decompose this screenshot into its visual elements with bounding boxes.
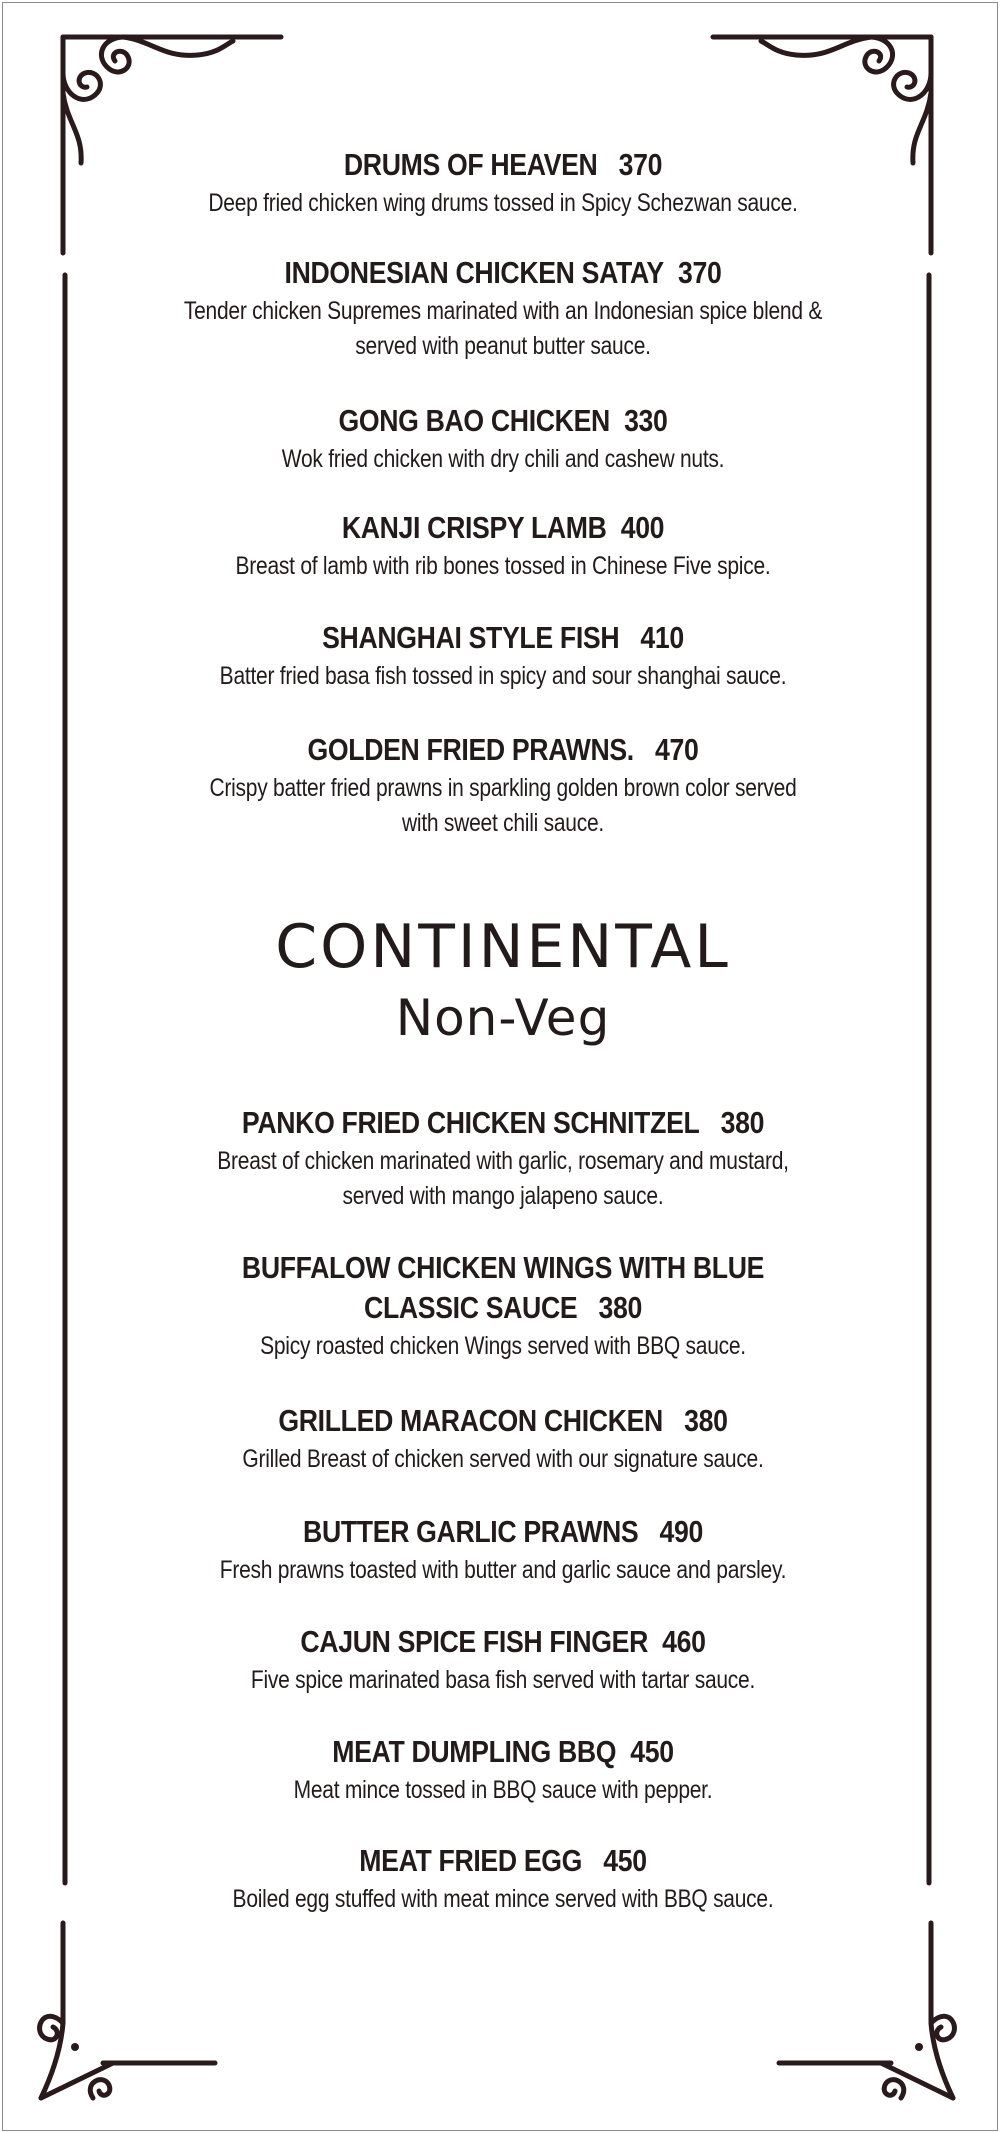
menu-item: [103, 1622, 903, 1698]
menu-item: [103, 1512, 903, 1588]
menu-item-description: Deep fried chicken wing drums tossed in Spicy Schezwan sauce.: [208, 189, 798, 217]
menu-item-title: MEAT DUMPLING BBQ 450: [332, 1734, 674, 1769]
menu-item-description: Five spice marinated basa fish served with tartar sauce.: [250, 1666, 756, 1694]
menu-item-description: Meat mince tossed in BBQ sauce with pepper.: [293, 1776, 713, 1804]
corner-ornament-bottom-right: [779, 1923, 954, 2098]
section-heading: CONTINENTAL: [275, 912, 731, 982]
menu-item: [103, 1103, 903, 1214]
menu-item-title: SHANGHAI STYLE FISH 410: [322, 620, 684, 655]
menu-item: [103, 401, 903, 477]
section-subheading: Non-Veg: [395, 989, 611, 1047]
menu-item-description: Fresh prawns toasted with butter and garlic sauce and parsley.: [219, 1556, 787, 1584]
menu-item-title: CAJUN SPICE FISH FINGER 460: [300, 1624, 706, 1659]
menu-item-title: MEAT FRIED EGG 450: [359, 1843, 647, 1878]
menu-item-description: Breast of lamb with rib bones tossed in Chinese Five spice.: [235, 552, 771, 580]
corner-ornament-bottom-left: [40, 1923, 215, 2098]
menu-item: [103, 730, 903, 841]
menu-item: [103, 253, 903, 364]
menu-item: [103, 1841, 903, 1917]
menu-item-title: KANJI CRISPY LAMB 400: [341, 510, 665, 545]
menu-item-title: GRILLED MARACON CHICKEN 380: [278, 1403, 728, 1438]
menu-item: [103, 1401, 903, 1477]
menu-page: [2, 2, 998, 2131]
menu-item: [103, 1248, 903, 1364]
menu-item-title: BUTTER GARLIC PRAWNS 490: [303, 1514, 703, 1549]
menu-item-description: Grilled Breast of chicken served with our signature sauce.: [242, 1445, 764, 1473]
menu-item-title: BUFFALOW CHICKEN WINGS WITH BLUE CLASSIC SAUCE 380: [241, 1250, 765, 1325]
menu-item-description: Wok fried chicken with dry chili and cashew nuts.: [281, 445, 725, 473]
menu-item-title: GOLDEN FRIED PRAWNS. 470: [307, 732, 699, 767]
menu-item: [103, 618, 903, 694]
menu-item: [103, 145, 903, 221]
menu-item-description: Spicy roasted chicken Wings served with BBQ sauce.: [260, 1332, 746, 1360]
menu-item-title: INDONESIAN CHICKEN SATAY 370: [284, 255, 722, 290]
menu-item-description: Tender chicken Supremes marinated with an Indonesian spice blend & served with peanut butter sauce.: [183, 297, 823, 360]
menu-item-title: PANKO FRIED CHICKEN SCHNITZEL 380: [241, 1105, 765, 1140]
menu-item: [103, 508, 903, 584]
menu-item: [103, 1732, 903, 1808]
menu-item-title: DRUMS OF HEAVEN 370: [343, 147, 663, 182]
menu-item-description: Boiled egg stuffed with meat mince served with BBQ sauce.: [232, 1885, 774, 1913]
menu-item-description: Crispy batter fried prawns in sparkling golden brown color served with sweet chili sauce.: [209, 774, 797, 837]
menu-item-description: Batter fried basa fish tossed in spicy and sour shanghai sauce.: [219, 662, 787, 690]
menu-item-description: Breast of chicken marinated with garlic, rosemary and mustard, served with mango jalapeno sauce.: [217, 1147, 789, 1210]
menu-item-title: GONG BAO CHICKEN 330: [338, 403, 668, 438]
